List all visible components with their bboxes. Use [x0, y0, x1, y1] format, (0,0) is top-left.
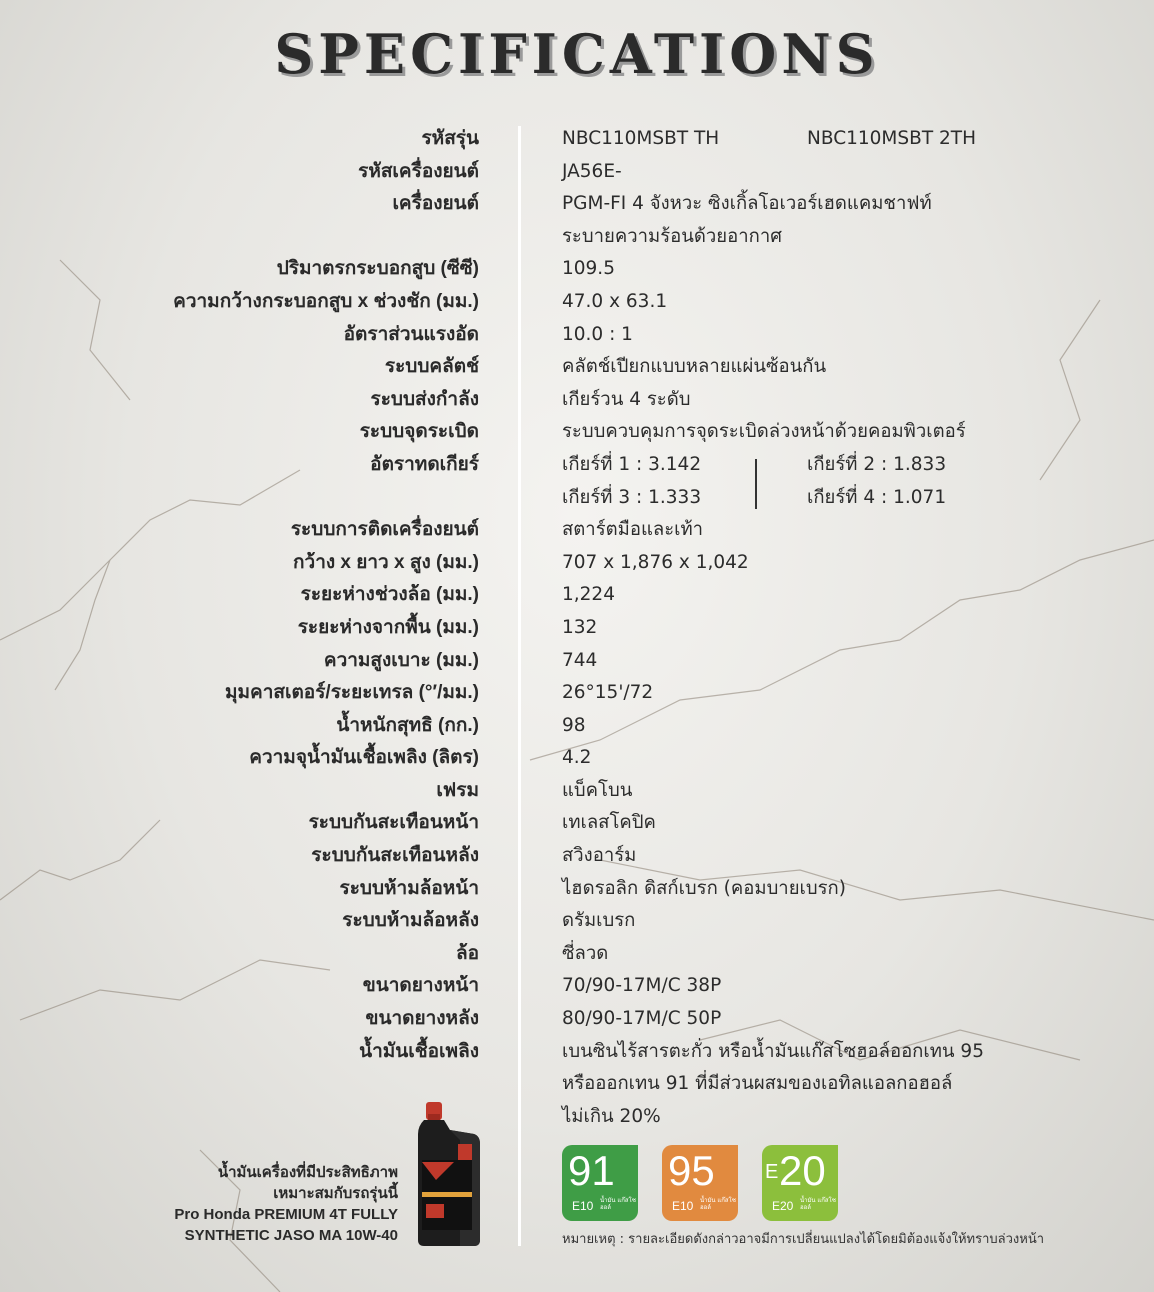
- spec-label: ขนาดยางหน้า: [362, 975, 479, 997]
- spec-value: 4.2: [562, 747, 592, 769]
- oil-recommendation: [174, 1162, 398, 1246]
- oil-bottle-image: [414, 1100, 484, 1248]
- spec-value: 744: [562, 649, 598, 671]
- spec-value: หรือออกเทน 91 ที่มีส่วนผสมของเอทิลแอลกอฮอล์: [562, 1073, 953, 1095]
- spec-row: [0, 1003, 1154, 1036]
- spec-row: [0, 286, 1154, 319]
- fuel-badge-sub: E10: [672, 1199, 694, 1213]
- spec-row: [0, 188, 1154, 221]
- spec-value: คลัตช์เปียกแบบหลายแผ่นซ้อนกัน: [562, 356, 827, 378]
- spec-label: ความกว้างกระบอกสูบ x ช่วงชัก (มม.): [173, 290, 479, 312]
- spec-row: [0, 449, 1154, 482]
- spec-label: ระยะห่างช่วงล้อ (มม.): [300, 584, 479, 606]
- fuel-badge-tiny: น้ำมัน แก๊สโซฮอล์: [700, 1197, 736, 1211]
- spec-value: สตาร์ตมือและเท้า: [562, 519, 704, 541]
- spec-row: [0, 123, 1154, 156]
- spec-row: [0, 253, 1154, 286]
- spec-label: น้ำมันเชื้อเพลิง: [359, 1040, 479, 1062]
- spec-value-2: เกียร์ที่ 4 : 1.071: [807, 486, 947, 508]
- fuel-badge-sub: E20: [772, 1199, 794, 1213]
- spec-row: [0, 807, 1154, 840]
- spec-table: [0, 123, 1154, 1133]
- fuel-badge-number: 91: [568, 1147, 615, 1194]
- spec-value: ซี่ลวด: [562, 942, 609, 964]
- spec-value: เกียร์ที่ 1 : 3.142: [562, 453, 702, 475]
- fuel-badge-tiny: น้ำมัน แก๊สโซฮอล์: [600, 1197, 636, 1211]
- spec-label: ระบบส่งกำลัง: [370, 388, 479, 410]
- oil-line-1: น้ำมันเครื่องที่มีประสิทธิภาพ: [217, 1164, 398, 1181]
- spec-row: [0, 873, 1154, 906]
- spec-value: สวิงอาร์ม: [562, 845, 637, 867]
- spec-value: เบนซินไร้สารตะกั่ว หรือน้ำมันแก๊สโซฮอล์ออกเทน 95: [562, 1040, 984, 1062]
- spec-label: ความจุน้ำมันเชื้อเพลิง (ลิตร): [249, 747, 479, 769]
- spec-row: [0, 677, 1154, 710]
- fuel-badge-tiny: น้ำมัน แก๊สโซฮอล์: [800, 1197, 836, 1211]
- spec-row: [0, 156, 1154, 189]
- spec-label: ล้อ: [455, 942, 479, 964]
- spec-row: [0, 970, 1154, 1003]
- spec-label: อัตราส่วนแรงอัด: [343, 323, 479, 345]
- fuel-badge-91: [562, 1145, 638, 1221]
- spec-label: ระบบกันสะเทือนหน้า: [308, 812, 479, 834]
- spec-row: [0, 840, 1154, 873]
- spec-label: อัตราทดเกียร์: [370, 453, 479, 475]
- spec-value: เกียร์ที่ 3 : 1.333: [562, 486, 702, 508]
- spec-label: รหัสเครื่องยนต์: [358, 160, 479, 182]
- spec-value: ดรัมเบรก: [562, 910, 636, 932]
- spec-value: ไม่เกิน 20%: [562, 1105, 661, 1127]
- oil-line-4: SYNTHETIC JASO MA 10W-40: [184, 1227, 398, 1244]
- spec-row: [0, 1036, 1154, 1069]
- spec-row: [0, 1068, 1154, 1101]
- spec-row: [0, 514, 1154, 547]
- spec-label: ระยะห่างจากพื้น (มม.): [297, 616, 479, 638]
- spec-value: PGM-FI 4 จังหวะ ซิงเกิ้ลโอเวอร์เฮดแคมชาฟท์: [562, 193, 932, 215]
- spec-value: 70/90-17M/C 38P: [562, 975, 722, 997]
- spec-value: 707 x 1,876 x 1,042: [562, 551, 749, 573]
- spec-row: [0, 319, 1154, 352]
- spec-value: 132: [562, 616, 598, 638]
- spec-row: [0, 612, 1154, 645]
- spec-value: 1,224: [562, 584, 615, 606]
- spec-row: [0, 384, 1154, 417]
- spec-label: ระบบห้ามล้อหน้า: [339, 877, 479, 899]
- spec-row: [0, 416, 1154, 449]
- gear-ratio-separator: [755, 459, 757, 509]
- disclaimer-note: หมายเหตุ : รายละเอียดดังกล่าวอาจมีการเปลี่ยนแปลงได้โดยมิต้องแจ้งให้ทราบล่วงหน้า: [562, 1232, 1045, 1247]
- oil-line-2: เหมาะสมกับรถรุ่นนี้: [273, 1185, 398, 1202]
- spec-row: [0, 905, 1154, 938]
- spec-label: ระบบจุดระเบิด: [359, 421, 479, 443]
- spec-value: JA56E-: [562, 160, 622, 182]
- spec-value: ระบบควบคุมการจุดระเบิดล่วงหน้าด้วยคอมพิวเตอร์: [562, 421, 966, 443]
- spec-row: [0, 938, 1154, 971]
- spec-value: 109.5: [562, 258, 615, 280]
- spec-row: [0, 1101, 1154, 1134]
- fuel-badge-prefix: E: [765, 1161, 779, 1183]
- spec-value: 98: [562, 714, 586, 736]
- spec-label: เฟรม: [436, 779, 479, 801]
- spec-value: NBC110MSBT TH: [562, 128, 720, 149]
- spec-label: ระบบห้ามล้อหลัง: [342, 910, 479, 932]
- fuel-badge-95: [662, 1145, 738, 1221]
- spec-row: [0, 742, 1154, 775]
- spec-label: มุมคาสเตอร์/ระยะเทรล (°′/มม.): [224, 682, 479, 704]
- spec-value: ระบายความร้อนด้วยอากาศ: [562, 225, 782, 247]
- spec-value: 47.0 x 63.1: [562, 290, 668, 312]
- spec-value: เกียร์วน 4 ระดับ: [562, 388, 691, 410]
- fuel-badge-number: 95: [668, 1147, 715, 1194]
- fuel-badge-number: 20: [779, 1147, 826, 1194]
- spec-row: [0, 710, 1154, 743]
- spec-row: [0, 645, 1154, 678]
- spec-value-2: NBC110MSBT 2TH: [807, 128, 976, 149]
- spec-value: ไฮดรอลิก ดิสก์เบรก (คอมบายเบรก): [562, 877, 846, 899]
- spec-row: [0, 775, 1154, 808]
- spec-row: [0, 579, 1154, 612]
- spec-value: 26°15'/72: [562, 682, 654, 704]
- spec-label: ขนาดยางหลัง: [365, 1008, 479, 1030]
- spec-value: แบ็คโบน: [562, 779, 633, 801]
- page-title: SPECIFICATIONS: [274, 22, 880, 86]
- spec-label: ระบบกันสะเทือนหลัง: [311, 845, 479, 867]
- spec-value: เทเลสโคปิค: [562, 812, 656, 834]
- spec-label: ระบบการติดเครื่องยนต์: [290, 519, 479, 541]
- spec-row: [0, 482, 1154, 515]
- spec-label: น้ำหนักสุทธิ (กก.): [336, 714, 479, 736]
- fuel-badge-e20: [762, 1145, 838, 1221]
- spec-value-2: เกียร์ที่ 2 : 1.833: [807, 453, 947, 475]
- fuel-badge-sub: E10: [572, 1199, 594, 1213]
- spec-label: เครื่องยนต์: [392, 193, 479, 215]
- spec-label: รหัสรุ่น: [421, 128, 479, 149]
- spec-row: [0, 351, 1154, 384]
- spec-row: [0, 547, 1154, 580]
- spec-label: ปริมาตรกระบอกสูบ (ซีซี): [276, 258, 479, 280]
- spec-row: [0, 221, 1154, 254]
- spec-value: 10.0 : 1: [562, 323, 633, 345]
- spec-value: 80/90-17M/C 50P: [562, 1008, 722, 1030]
- spec-label: ระบบคลัตช์: [384, 356, 479, 378]
- spec-label: ความสูงเบาะ (มม.): [323, 649, 479, 671]
- oil-line-3: Pro Honda PREMIUM 4T FULLY: [174, 1206, 398, 1223]
- spec-label: กว้าง x ยาว x สูง (มม.): [293, 551, 479, 573]
